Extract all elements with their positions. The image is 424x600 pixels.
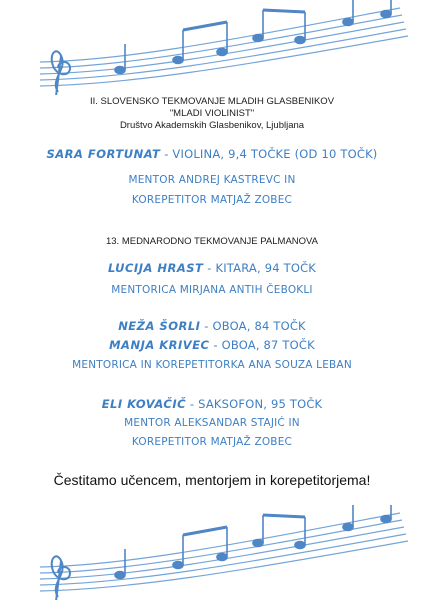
student-1-name: SARA FORTUNAT bbox=[46, 147, 161, 161]
student-2-mentor: MENTORICA MIRJANA ANTIH ČEBOKLI bbox=[111, 284, 313, 296]
student-1-mentor: MENTOR ANDREJ KASTREVC IN bbox=[128, 174, 296, 186]
student-5-accompanist: KOREPETITOR MATJAŽ ZOBEC bbox=[131, 436, 293, 448]
student-3-detail: - OBOA, 84 TOČK bbox=[200, 319, 306, 333]
competition-2-title: 13. MEDNARODNO TEKMOVANJE PALMANOVA bbox=[105, 236, 319, 247]
student-5-result bbox=[0, 396, 424, 412]
competition-1-organizer: Društvo Akademskih Glasbenikov, Ljubljana bbox=[119, 120, 305, 131]
competition-1-title: II. SLOVENSKO TEKMOVANJE MLADIH GLASBENIKOV bbox=[89, 96, 335, 107]
student-5-entry bbox=[0, 396, 424, 450]
student-1-accompanist: KOREPETITOR MATJAŽ ZOBEC bbox=[131, 194, 293, 206]
student-2-entry bbox=[0, 260, 424, 298]
student-1-result bbox=[0, 146, 424, 162]
competition-1-subtitle: "MLADI VIOLINIST" bbox=[169, 108, 255, 119]
student-5-mentor: MENTOR ALEKSANDAR STAJIĆ IN bbox=[124, 417, 300, 429]
student-5-name: ELI KOVAČIČ bbox=[101, 397, 187, 411]
student-2-detail: - KITARA, 94 TOČK bbox=[203, 261, 317, 275]
student-4-detail: - OBOA, 87 TOČK bbox=[209, 338, 315, 352]
student-2-name: LUCIJA HRAST bbox=[107, 261, 204, 275]
student-4-name: MANJA KRIVEC bbox=[109, 338, 210, 352]
student-3-name: NEŽA ŠORLI bbox=[118, 319, 201, 333]
congratulations-message: Čestitamo učencem, mentorjem in korepetitorjema! bbox=[53, 472, 371, 488]
student-3-result bbox=[0, 318, 424, 334]
students-3-4-entry bbox=[0, 318, 424, 373]
student-4-result bbox=[0, 337, 424, 353]
bottom-music-staff-decoration bbox=[0, 505, 424, 600]
student-1-entry bbox=[0, 146, 424, 208]
competition-1-header bbox=[0, 96, 424, 132]
student-2-result bbox=[0, 260, 424, 276]
top-music-staff-decoration bbox=[0, 0, 424, 95]
student-4-mentor: MENTORICA IN KOREPETITORKA ANA SOUZA LEBAN bbox=[72, 359, 352, 371]
student-1-detail: - VIOLINA, 9,4 TOČKE (OD 10 TOČK) bbox=[160, 147, 378, 161]
student-5-detail: - SAKSOFON, 95 TOČK bbox=[186, 397, 323, 411]
